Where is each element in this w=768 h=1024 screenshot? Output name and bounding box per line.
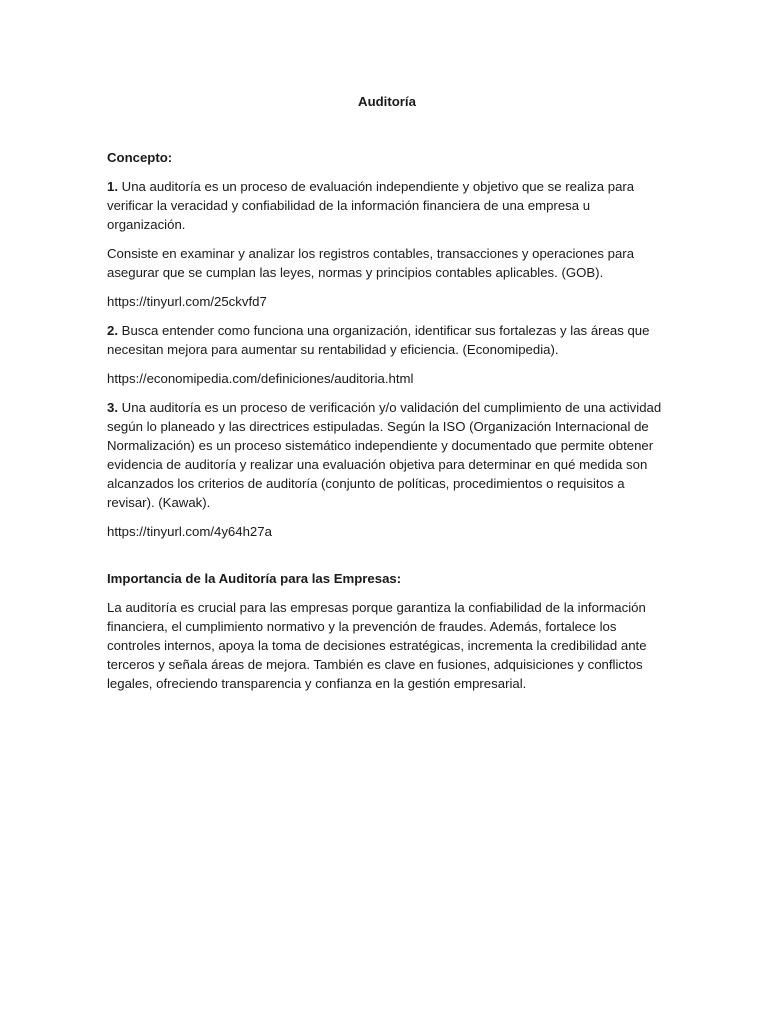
definition-3-text: Una auditoría es un proceso de verificación y/o validación del cumplimiento de una actividad según lo planeado y las directrices estipuladas. Según la ISO (Organización Internacional de Normalización) es un proceso sistemático independiente y documentado que permite obtener evidencia de auditoría y realizar una evaluación objetiva para determinar en qué medida son alcanzados los criterios de auditoría (conjunto de políticas, procedimientos o requisitos a revisar). (Kawak). (107, 400, 662, 510)
definition-2-number: 2. (107, 323, 118, 338)
definition-1 (107, 177, 667, 234)
importance-paragraph: La auditoría es crucial para las empresas porque garantiza la confiabilidad de la información financiera, el cumplimiento normativo y la prevención de fraudes. Además, fortalece los controles internos, apoya la toma de decisiones estratégicas, incrementa la credibilidad ante terceros y señala áreas de mejora. También es clave en fusiones, adquisiciones y conflictos legales, ofreciendo transparencia y confianza en la gestión empresarial. (107, 600, 647, 691)
definition-1-number: 1. (107, 179, 118, 194)
definition-2 (107, 321, 667, 359)
document-page (107, 92, 667, 703)
definition-1-detail: Consiste en examinar y analizar los registros contables, transacciones y operaciones para asegurar que se cumplan las leyes, normas y principios contables aplicables. (GOB). (107, 246, 635, 280)
source-link-1: https://tinyurl.com/25ckvfd7 (107, 294, 267, 309)
definition-3 (107, 398, 667, 512)
document-title: Auditoría (358, 94, 416, 109)
source-link-3: https://tinyurl.com/4y64h27a (107, 524, 272, 539)
definition-1-text: Una auditoría es un proceso de evaluación independiente y objetivo que se realiza para verificar la veracidad y confiabilidad de la información financiera de una empresa u organización. (107, 179, 635, 232)
definition-2-text: Busca entender como funciona una organización, identificar sus fortalezas y las áreas que necesitan mejora para aumentar su rentabilidad y eficiencia. (Economipedia). (107, 323, 650, 357)
source-link-2: https://economipedia.com/definiciones/auditoria.html (107, 371, 414, 386)
importance-heading: Importancia de la Auditoría para las Empresas: (107, 571, 402, 586)
definition-3-number: 3. (107, 400, 118, 415)
concept-heading: Concepto: (107, 150, 173, 165)
